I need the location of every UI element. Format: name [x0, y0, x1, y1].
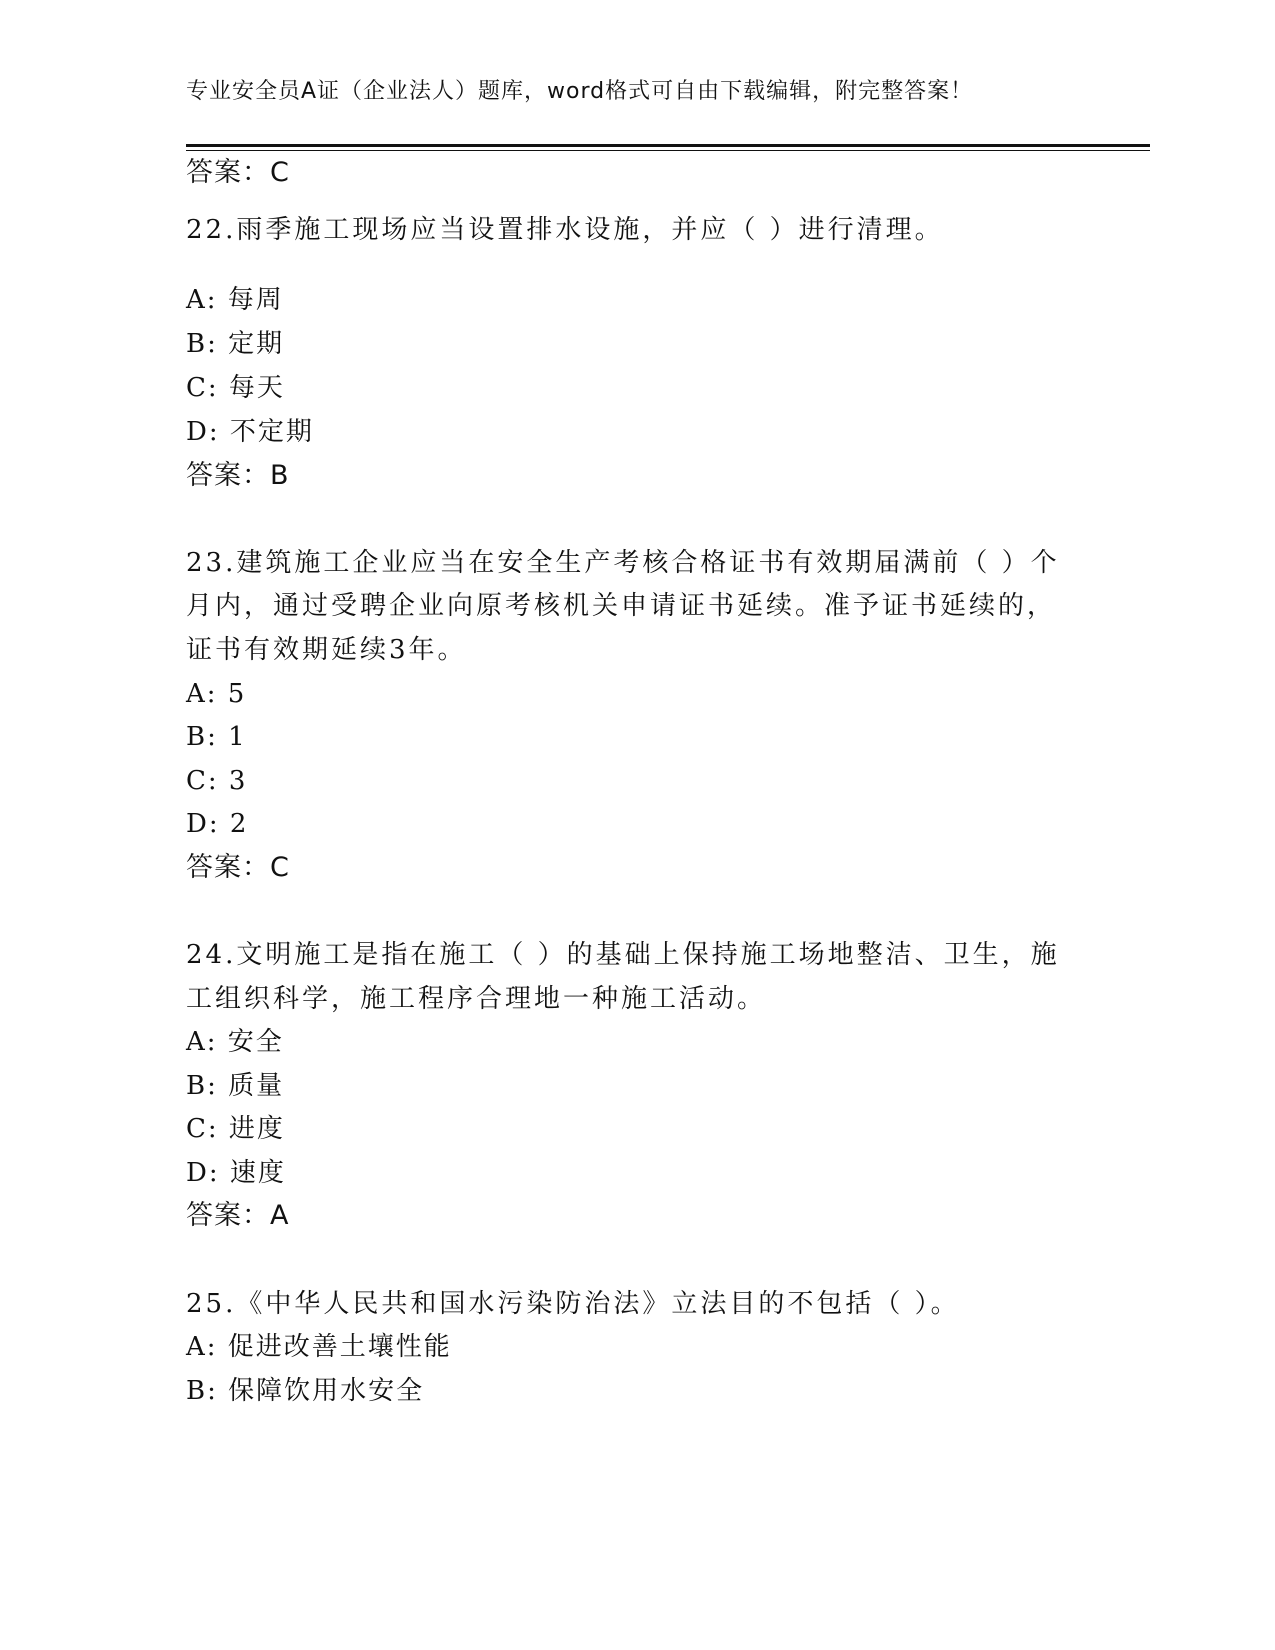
option-c: C: 3: [186, 766, 248, 796]
header-rule-thick: [186, 144, 1150, 147]
answer-line: 答案：C: [186, 157, 290, 188]
question-stem: 25.《中华人民共和国水污染防治法》立法目的不包括（ ）。: [186, 1289, 960, 1319]
option-a: A: 每周: [186, 285, 284, 315]
option-a: A: 安全: [186, 1027, 284, 1057]
question-stem: 22.雨季施工现场应当设置排水设施，并应（ ）进行清理。: [186, 215, 944, 245]
option-c: C: 进度: [186, 1114, 285, 1144]
question-stem: 24.文明施工是指在施工（ ）的基础上保持施工场地整洁、卫生，施: [186, 940, 1060, 970]
question-stem: 工组织科学，施工程序合理地一种施工活动。: [186, 984, 767, 1014]
option-b: B: 质量: [186, 1071, 285, 1101]
option-a: A: 促进改善土壤性能: [186, 1332, 452, 1362]
option-c: C: 每天: [186, 373, 285, 403]
answer-line: 答案：A: [186, 1200, 290, 1231]
option-d: D: 不定期: [186, 417, 314, 447]
option-b: B: 定期: [186, 329, 285, 359]
page-header: 专业安全员A证（企业法人）题库，word格式可自由下载编辑，附完整答案！: [186, 79, 974, 104]
option-d: D: 2: [186, 809, 249, 839]
question-stem: 23.建筑施工企业应当在安全生产考核合格证书有效期届满前（ ）个: [186, 548, 1060, 578]
option-d: D: 速度: [186, 1158, 286, 1188]
option-a: A: 5: [186, 679, 247, 709]
answer-line: 答案：C: [186, 852, 290, 883]
question-stem: 月内，通过受聘企业向原考核机关申请证书延续。准予证书延续的，: [186, 591, 1057, 621]
answer-line: 答案：B: [186, 460, 290, 491]
option-b: B: 1: [186, 722, 247, 752]
option-b: B: 保障饮用水安全: [186, 1376, 425, 1406]
question-stem: 证书有效期延续3年。: [186, 635, 467, 665]
header-rule-thin: [186, 150, 1150, 151]
